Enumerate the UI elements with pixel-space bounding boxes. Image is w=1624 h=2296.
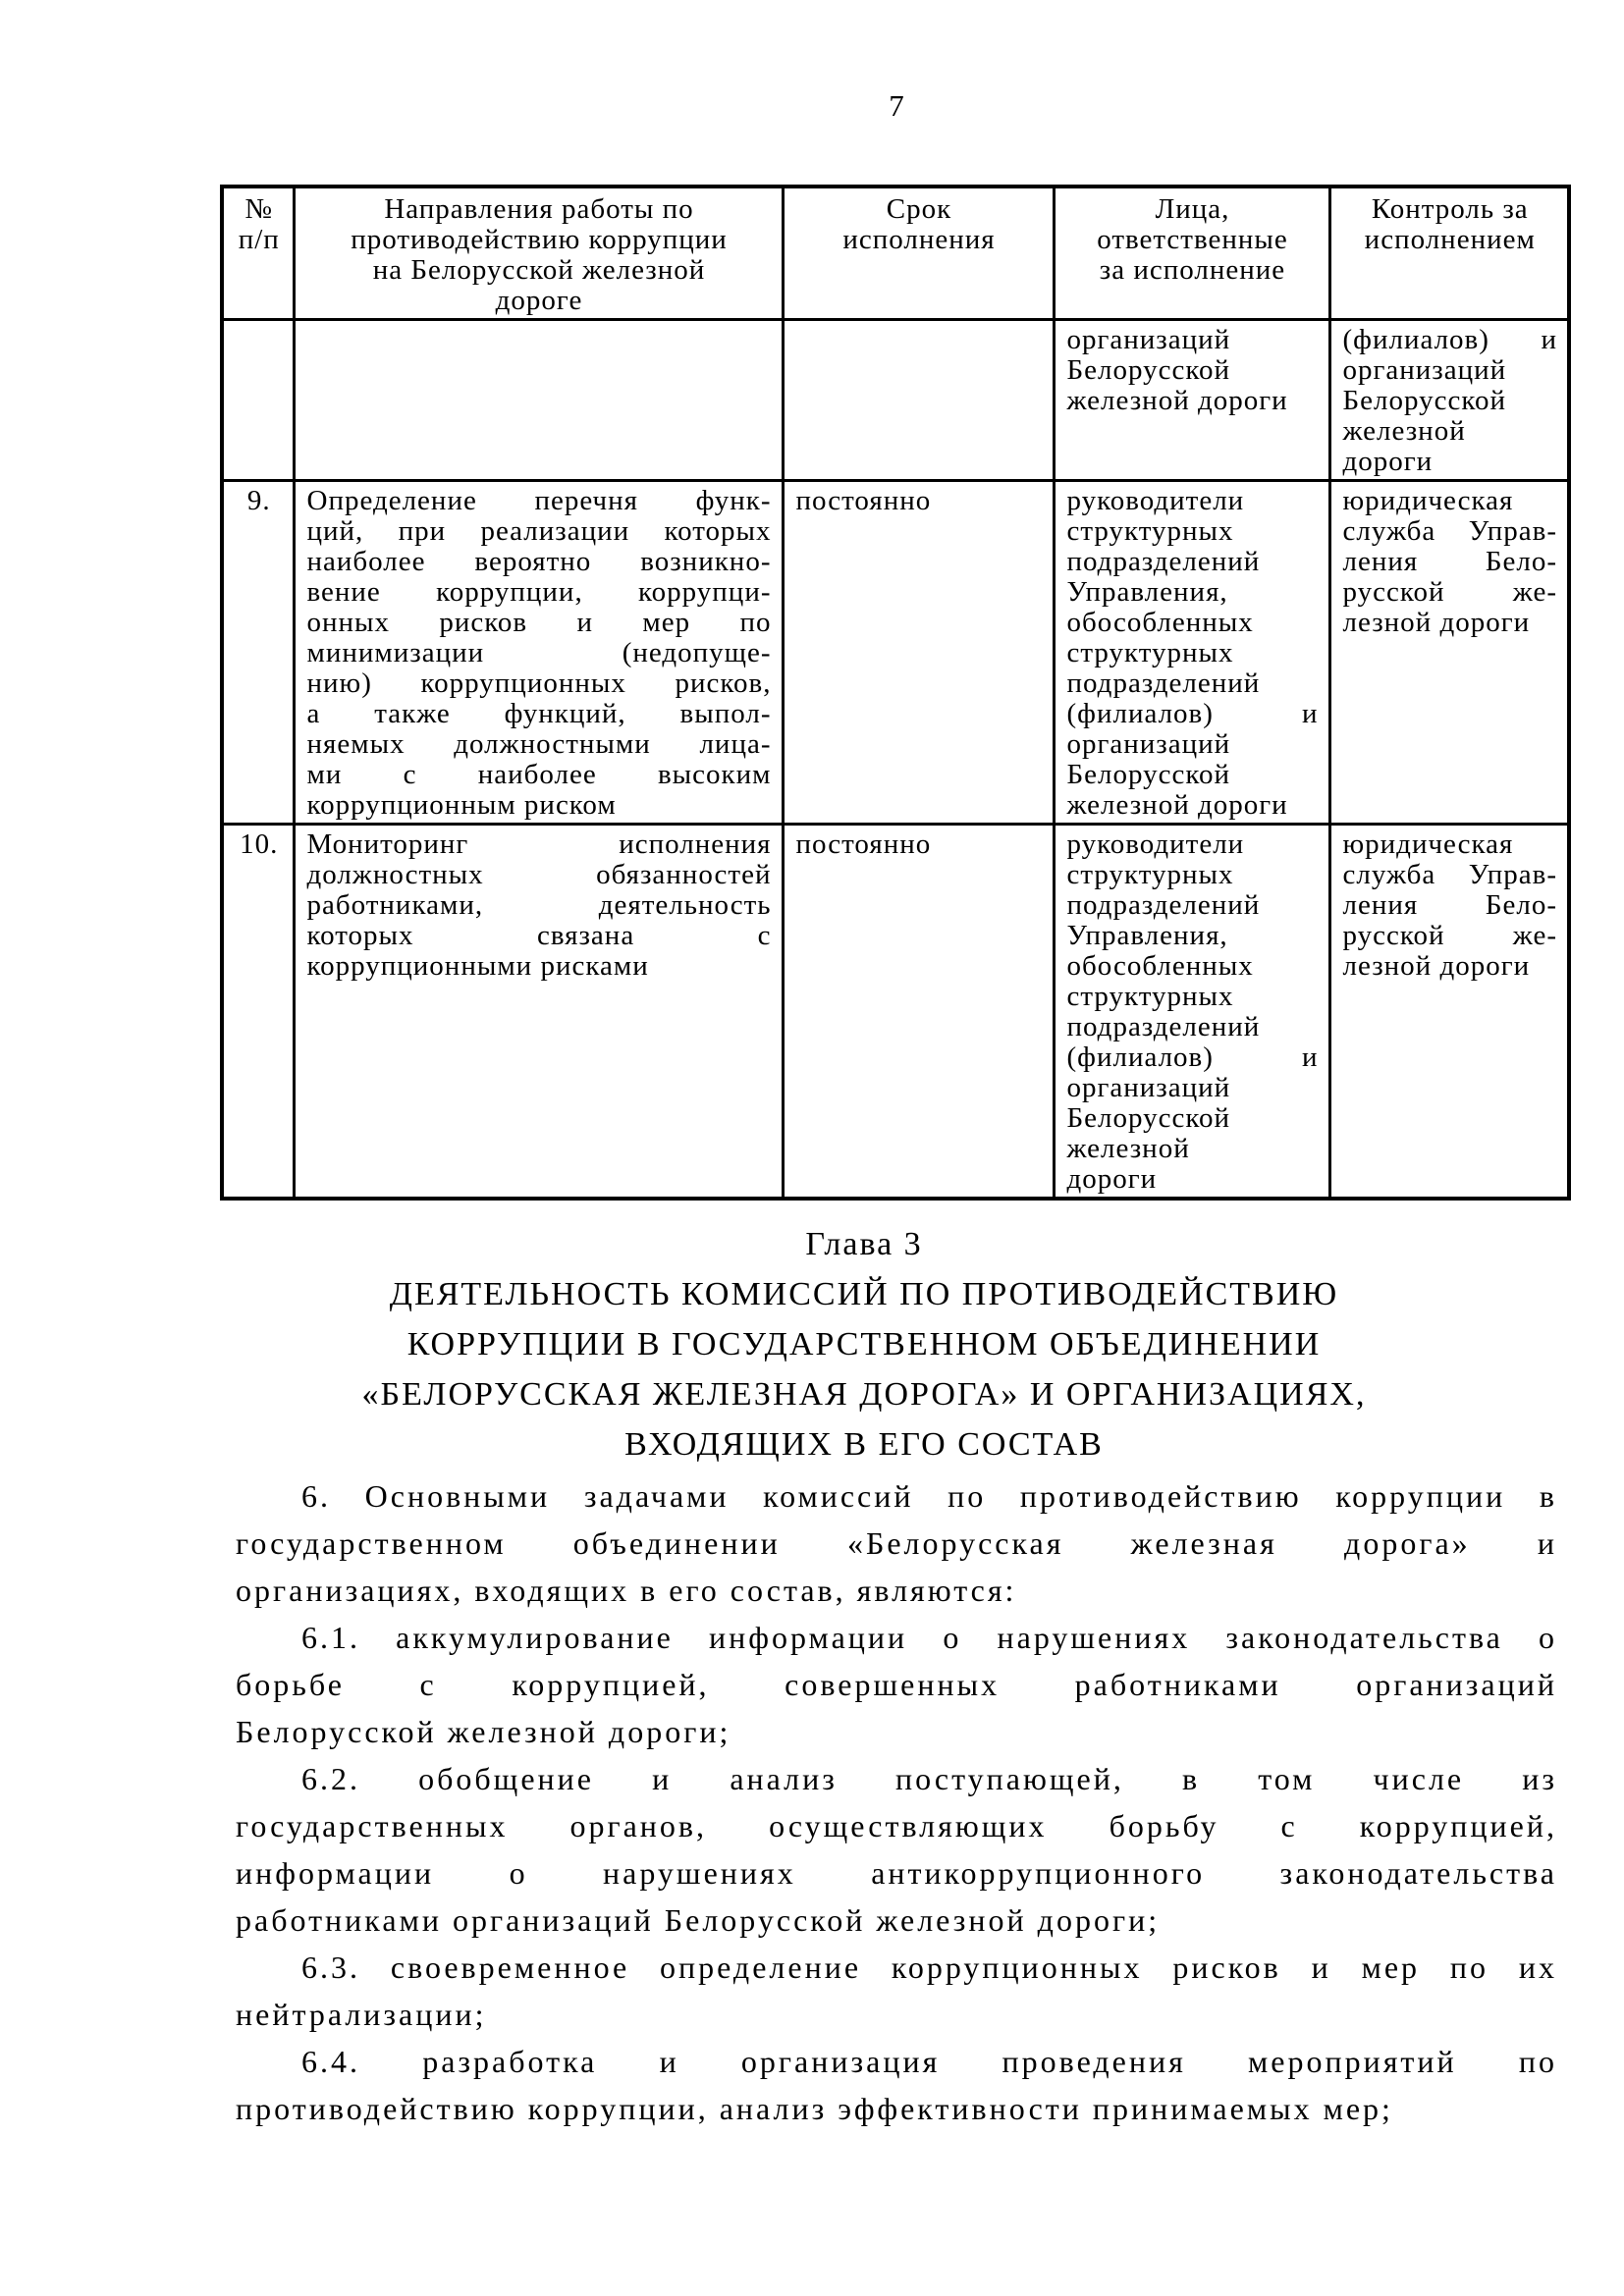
text-line: Управления,: [1066, 576, 1228, 608]
text-line: п/п: [238, 224, 280, 255]
chapter-heading: [236, 1219, 1492, 1469]
text-line: работниками организаций Белорусской железной дороги;: [236, 1902, 1161, 1938]
text-line: служба Управ-: [1342, 859, 1557, 890]
text-line: Лица,: [1155, 193, 1230, 225]
text-line: подразделений: [1066, 1011, 1261, 1042]
text-line: русской же-: [1342, 576, 1557, 608]
text-line: подразделений: [1066, 667, 1261, 699]
header-cell-directions: [294, 187, 783, 320]
text-line: организаций: [1066, 324, 1231, 355]
text-line: железной дороги: [1066, 385, 1288, 416]
text-line: исполнения: [842, 224, 996, 255]
text-line: железной: [1342, 415, 1466, 447]
table-row-9: [222, 481, 1569, 825]
text-line: Белорусской: [1066, 759, 1230, 790]
text-line: дороге: [495, 285, 583, 316]
text-line: ВХОДЯЩИХ В ЕГО СОСТАВ: [624, 1426, 1104, 1463]
text-line: юридическая: [1342, 485, 1514, 516]
responsible-cell: [1054, 825, 1329, 1200]
text-line: русской же-: [1342, 920, 1557, 951]
chapter-label: Глава 3: [805, 1226, 923, 1262]
text-line: обособленных: [1066, 950, 1254, 982]
text-line: обособленных: [1066, 607, 1254, 638]
text-line: дороги: [1342, 446, 1434, 477]
text-line: №: [244, 193, 274, 225]
text-line: Белорусской: [1066, 354, 1230, 386]
text-line: Срок: [886, 193, 952, 225]
text-line: служба Управ-: [1342, 515, 1557, 547]
paragraph-6-3: [236, 1944, 1557, 2038]
activity-cell: [294, 825, 783, 1200]
header-cell-number: [222, 187, 294, 320]
text-line: на Белорусской железной: [372, 254, 706, 286]
text-line: коррупционным риском: [306, 789, 617, 821]
text-line: наиболее вероятно возникно-: [306, 546, 772, 577]
text-line: 6.3. своевременное определение коррупционных рисков и мер по их: [301, 1949, 1557, 1985]
responsible-cell: [1054, 481, 1329, 825]
text-line: (филиалов) и: [1066, 698, 1319, 729]
activity-cell: [294, 320, 783, 481]
control-cell: [1329, 481, 1569, 825]
text-line: ми с наиболее высоким: [306, 759, 772, 790]
text-line: Белорусской: [1342, 385, 1506, 416]
text-line: структурных: [1066, 637, 1234, 668]
text-line: противодействию коррупции, анализ эффективности принимаемых мер;: [236, 2091, 1393, 2126]
text-line: (филиалов) и: [1066, 1041, 1319, 1073]
text-line: «БЕЛОРУССКАЯ ЖЕЛЕЗНАЯ ДОРОГА» И ОРГАНИЗАЦИЯХ,: [361, 1376, 1367, 1413]
text-line: должностных обязанностей: [306, 859, 772, 890]
text-line: структурных: [1066, 859, 1234, 890]
text-line: железной: [1066, 1133, 1190, 1164]
table-header-row: [222, 187, 1569, 320]
text-line: организаций: [1066, 1072, 1231, 1103]
text-line: государственных органов, осуществляющих борьбу с коррупцией,: [236, 1808, 1557, 1843]
text-line: ответственные: [1097, 224, 1288, 255]
paragraph-6-2: [236, 1755, 1557, 1944]
responsible-cell: [1054, 320, 1329, 481]
text-line: 6.4. разработка и организация проведения мероприятий по: [301, 2044, 1557, 2079]
text-line: которых связана с: [306, 920, 772, 951]
activity-cell: [294, 481, 783, 825]
text-line: лезной дороги: [1342, 950, 1531, 982]
text-line: железной дороги: [1066, 789, 1288, 821]
text-line: борьбе с коррупцией, совершенных работниками организаций: [236, 1667, 1557, 1702]
paragraph-6: [236, 1472, 1557, 1614]
text-line: структурных: [1066, 981, 1234, 1012]
control-cell: [1329, 825, 1569, 1200]
text-line: за исполнение: [1099, 254, 1286, 286]
text-line: руководители: [1066, 828, 1245, 860]
text-line: коррупционными рисками: [306, 950, 649, 982]
text-line: а также функций, выпол-: [306, 698, 772, 729]
text-line: руководители: [1066, 485, 1245, 516]
text-line: организаций: [1066, 728, 1231, 760]
row-number-cell: 10.: [222, 825, 294, 1200]
text-line: дороги: [1066, 1163, 1158, 1195]
text-line: организациях, входящих в его состав, являются:: [236, 1573, 1017, 1608]
text-line: 6. Основными задачами комиссий по противодействию коррупции в: [301, 1478, 1557, 1514]
text-line: 6.2. обобщение и анализ поступающей, в том числе из: [301, 1761, 1557, 1796]
header-cell-deadline: [783, 187, 1054, 320]
text-line: Определение перечня функ-: [306, 485, 772, 516]
text-line: противодействию коррупции: [351, 224, 728, 255]
text-line: Белорусской: [1066, 1102, 1230, 1134]
text-line: организаций: [1342, 354, 1507, 386]
text-line: Управления,: [1066, 920, 1228, 951]
paragraph-6-4: [236, 2038, 1557, 2132]
table-row-continuation: [222, 320, 1569, 481]
table-row-10: [222, 825, 1569, 1200]
text-line: Направления работы по: [384, 193, 694, 225]
text-line: информации о нарушениях антикоррупционного законодательства: [236, 1855, 1557, 1891]
text-line: Контроль за: [1371, 193, 1529, 225]
text-line: онных рисков и мер по: [306, 607, 772, 638]
header-cell-control: [1329, 187, 1569, 320]
text-line: структурных: [1066, 515, 1234, 547]
row-number-cell: 9.: [222, 481, 294, 825]
paragraph-6-1: [236, 1614, 1557, 1755]
text-line: государственном объединении «Белорусская железная дорога» и: [236, 1525, 1557, 1561]
control-cell: [1329, 320, 1569, 481]
text-line: исполнением: [1364, 224, 1536, 255]
text-line: 6.1. аккумулирование информации о нарушениях законодательства о: [301, 1620, 1557, 1655]
header-cell-responsible: [1054, 187, 1329, 320]
text-line: Белорусской железной дороги;: [236, 1714, 731, 1749]
text-line: ДЕЯТЕЛЬНОСТЬ КОМИССИЙ ПО ПРОТИВОДЕЙСТВИЮ: [389, 1276, 1339, 1312]
chapter-title: [236, 1269, 1492, 1469]
text-line: ления Бело-: [1342, 889, 1557, 921]
anticorruption-plan-table: [220, 185, 1571, 1201]
text-line: (филиалов) и: [1342, 324, 1557, 355]
text-line: юридическая: [1342, 828, 1514, 860]
text-line: подразделений: [1066, 889, 1261, 921]
row-number-cell: [222, 320, 294, 481]
page-number: 7: [889, 88, 904, 123]
body-paragraphs: [236, 1472, 1557, 2132]
deadline-cell: постоянно: [783, 825, 1054, 1200]
text-line: Мониторинг исполнения: [306, 828, 772, 860]
text-line: ления Бело-: [1342, 546, 1557, 577]
text-line: ций, при реализации которых: [306, 515, 772, 547]
text-line: лезной дороги: [1342, 607, 1531, 638]
text-line: няемых должностными лица-: [306, 728, 772, 760]
text-line: подразделений: [1066, 546, 1261, 577]
text-line: минимизации (недопуще-: [306, 637, 772, 668]
text-line: КОРРУПЦИИ В ГОСУДАРСТВЕННОМ ОБЪЕДИНЕНИИ: [406, 1326, 1322, 1362]
text-line: нейтрализации;: [236, 1997, 487, 2032]
deadline-cell: постоянно: [783, 481, 1054, 825]
text-line: нию) коррупционных рисков,: [306, 667, 772, 699]
deadline-cell: [783, 320, 1054, 481]
text-line: вение коррупции, коррупци-: [306, 576, 772, 608]
text-line: работниками, деятельность: [306, 889, 772, 921]
